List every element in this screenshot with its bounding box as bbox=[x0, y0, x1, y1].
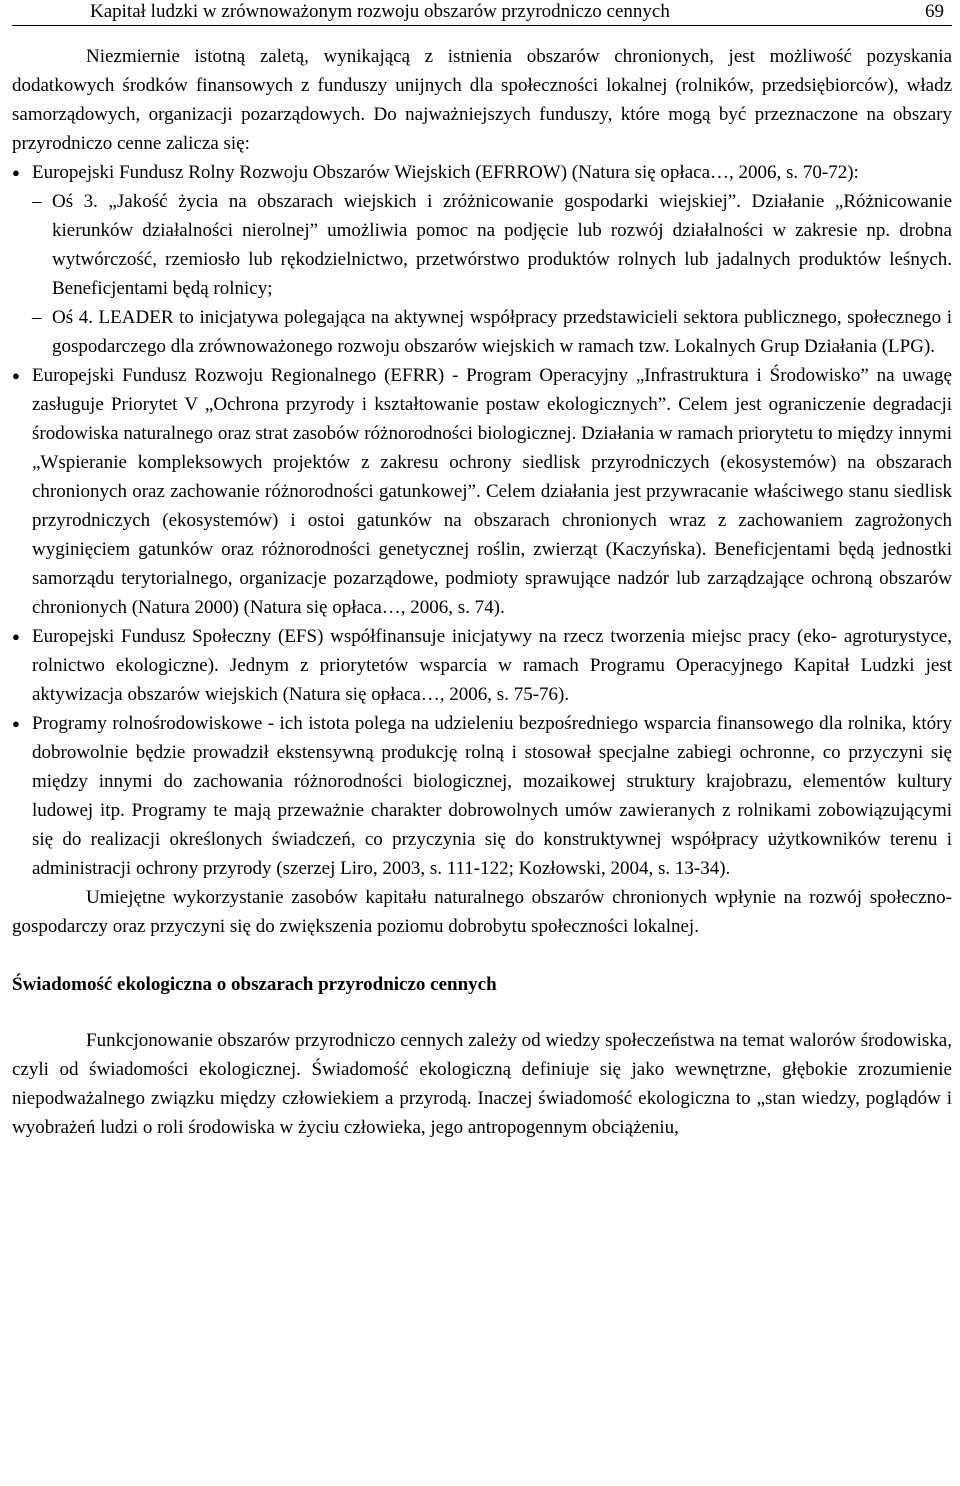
bullet-icon: ● bbox=[12, 629, 20, 644]
list-item-text: Europejski Fundusz Rolny Rozwoju Obszarów Wiejskich (EFRROW) (Natura się opłaca…, 2006, s. 70-72): bbox=[32, 162, 859, 183]
closing-paragraph: Umiejętne wykorzystanie zasobów kapitału naturalnego obszarów chronionych wpłynie na rozwój społeczno-gospodarczy oraz przyczyni się do zwiększenia poziomu dobrobytu społeczności lokalnej. bbox=[12, 887, 952, 937]
sub-list-item-text: Oś 3. „Jakość życia na obszarach wiejskich i zróżnicowanie gospodarki wiejskiej”. Działanie „Różnicowanie kierunków działalności nierolnej” umożliwia pomoc na podjęcie lub rozwój działalności w zakresie np. drobna wytwórczość, rzemiosło lub rękodzielnictwo, przetwórstwo produktów rolnych lub jadalnych produktów leśnych. Beneficjentami będą rolnicy; bbox=[52, 191, 952, 299]
bullet-icon: ● bbox=[12, 716, 20, 731]
list-item bbox=[12, 361, 952, 622]
bullet-icon: ● bbox=[12, 165, 20, 180]
running-header bbox=[12, 0, 952, 26]
intro-paragraph: Niezmiernie istotną zaletą, wynikającą z istnienia obszarów chronionych, jest możliwość pozyskania dodatkowych środków finansowych z funduszy unijnych dla społeczności lokalnej (rolników, przedsiębiorców), władz samorządowych, organizacji pozarządowych. Do najważniejszych funduszy, które mogą być przeznaczone na obszary przyrodniczo cenne zalicza się: bbox=[12, 46, 952, 154]
running-title: Kapitał ludzki w zrównoważonym rozwoju obszarów przyrodniczo cennych bbox=[90, 1, 670, 22]
list-item-text: Europejski Fundusz Społeczny (EFS) współfinansuje inicjatywy na rzecz tworzenia miejsc pracy (eko- agroturystyce, rolnictwo ekologiczne). Jednym z priorytetów wsparcia w ramach Programu Operacyjnego Kapitał Ludzki jest aktywizacja obszarów wiejskich (Natura się opłaca…, 2006, s. 75-76). bbox=[32, 626, 952, 705]
page-number: 69 bbox=[925, 1, 944, 22]
dash-icon: – bbox=[32, 307, 42, 328]
section-heading: Świadomość ekologiczna o obszarach przyrodniczo cennych bbox=[12, 974, 497, 995]
funds-list bbox=[12, 158, 952, 883]
list-item-text: Programy rolnośrodowiskowe - ich istota polega na udzieleniu bezpośredniego wsparcia finansowego dla rolnika, który dobrowolnie będzie prowadził ekstensywną produkcję rolną i stosował specjalne zabiegi ochronne, co przyczyni się między innymi do zachowania różnorodności biologicznej, mozaikowej struktury krajobrazu, elementów kultury ludowej itp. Programy te mają przeważnie charakter dobrowolnych umów zawieranych z rolnikami zobowiązującymi się do realizacji określonych świadczeń, co przyczynia się do konstruktywnej współpracy użytkowników terenu i administracji ochrony przyrody (szerzej Liro, 2003, s. 111-122; Kozłowski, 2004, s. 13-34). bbox=[32, 713, 952, 879]
list-item bbox=[12, 158, 952, 361]
list-item bbox=[12, 622, 952, 709]
bullet-icon: ● bbox=[12, 368, 20, 383]
sub-list-item-text: Oś 4. LEADER to inicjatywa polegająca na aktywnej współpracy przedstawicieli sektora publicznego, społecznego i gospodarczego dla zrównoważonego rozwoju obszarów wiejskich w ramach tzw. Lokalnych Grup Działania (LPG). bbox=[52, 307, 952, 357]
dash-icon: – bbox=[32, 191, 42, 212]
document-page bbox=[12, 0, 952, 1142]
sub-list bbox=[32, 187, 952, 361]
list-item bbox=[12, 709, 952, 883]
sub-list-item bbox=[32, 187, 952, 303]
sub-list-item bbox=[32, 303, 952, 361]
list-item-text: Europejski Fundusz Rozwoju Regionalnego (EFRR) - Program Operacyjny „Infrastruktura i Środowisko” na uwagę zasługuje Priorytet V „Ochrona przyrody i kształtowanie postaw ekologicznych”. Celem jest ograniczenie degradacji środowiska naturalnego oraz strat zasobów różnorodności biologicznej. Działania w ramach priorytetu to między innymi „Wspieranie kompleksowych projektów z zakresu ochrony siedlisk przyrodniczych (ekosystemów) na obszarach chronionych oraz zachowanie różnorodności gatunkowej”. Celem działania jest przywracanie właściwego stanu siedlisk przyrodniczych (ekosystemów) i ostoi gatunków na obszarach chronionych wraz z zachowaniem zagrożonych wyginięciem gatunków oraz różnorodności genetycznej roślin, zwierząt (Kaczyńska). Beneficjentami będą jednostki samorządu terytorialnego, organizacje pozarządowe, podmioty sprawujące nadzór lub zarządzające ochroną obszarów chronionych (Natura 2000) (Natura się opłaca…, 2006, s. 74). bbox=[32, 365, 952, 618]
section-paragraph: Funkcjonowanie obszarów przyrodniczo cennych zależy od wiedzy społeczeństwa na temat walorów środowiska, czyli od świadomości ekologicznej. Świadomość ekologiczną definiuje się jako wewnętrzne, głębokie zrozumienie niepodważalnego związku między człowiekiem a przyrodą. Inaczej świadomość ekologiczna to „stan wiedzy, poglądów i wyobrażeń ludzi o roli środowiska w życiu człowieka, jego antropogennym obciążeniu, bbox=[12, 1030, 952, 1138]
page-body bbox=[12, 42, 952, 1142]
